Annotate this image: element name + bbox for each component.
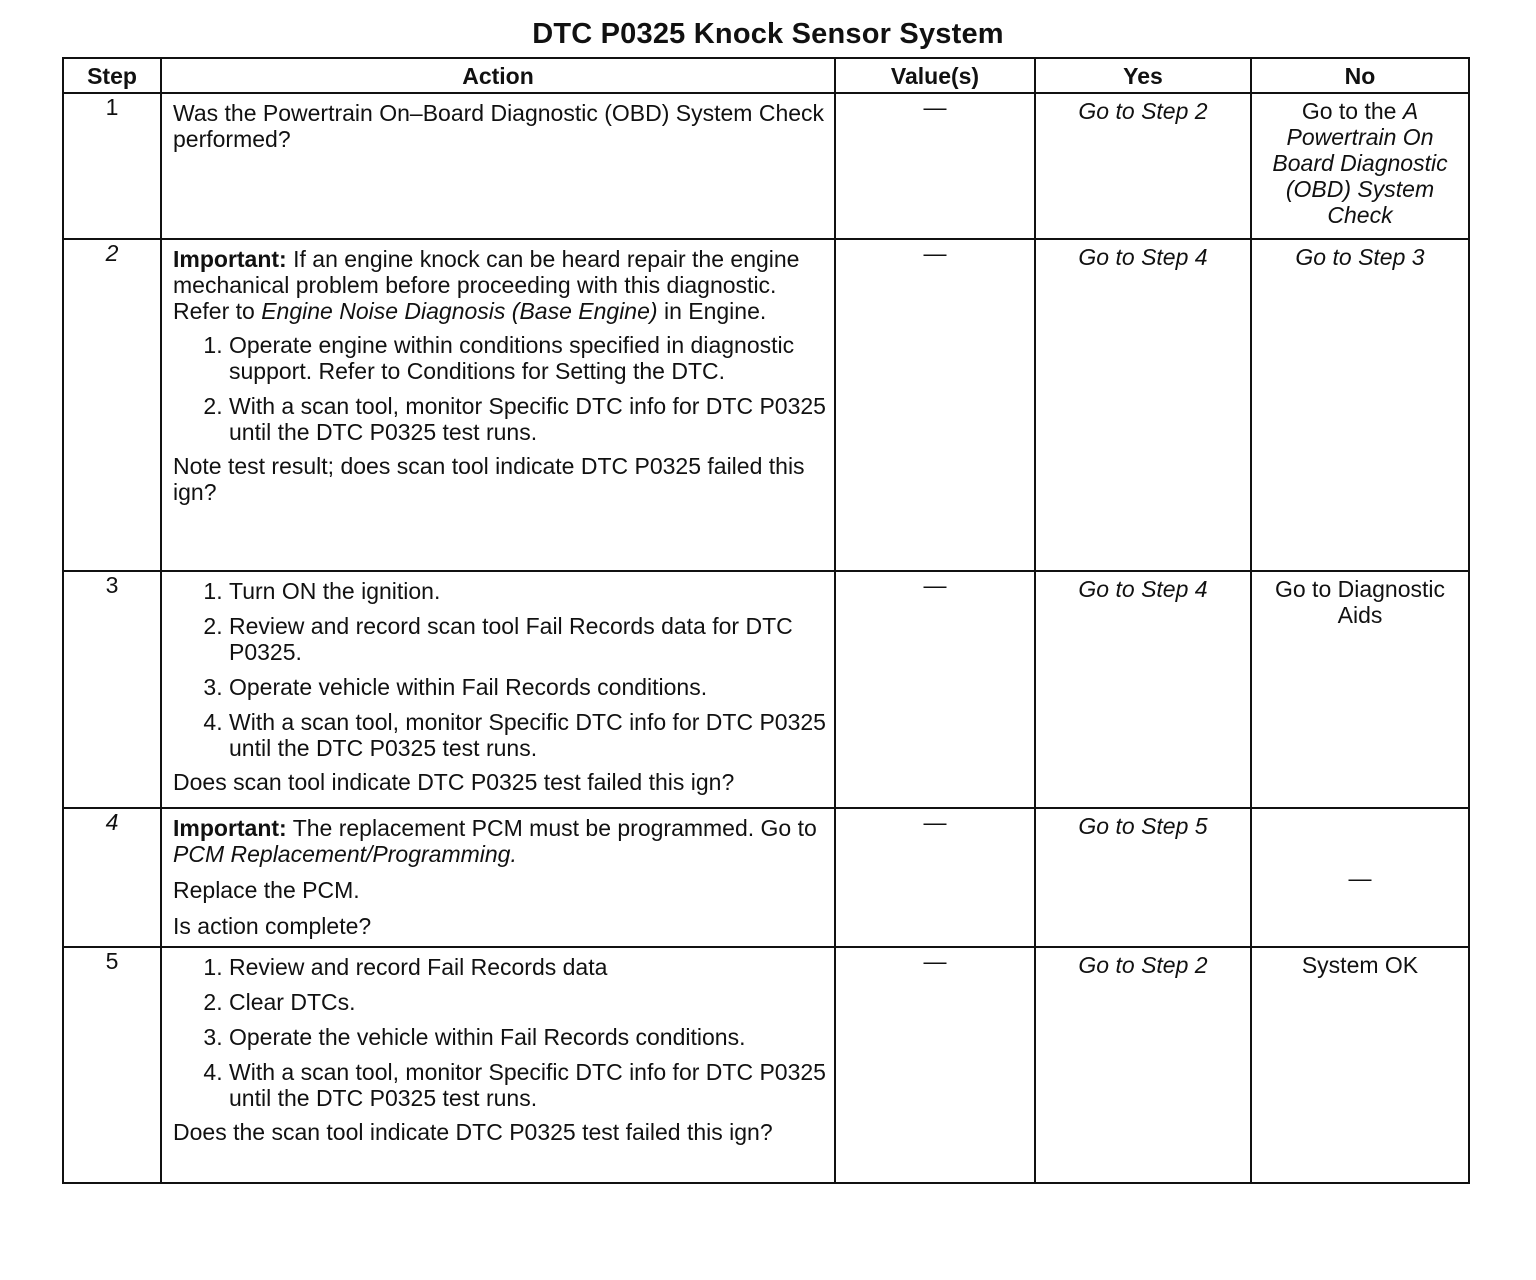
yes-result: Go to Step 5 <box>1035 808 1251 947</box>
action-cell <box>161 239 835 571</box>
action-steps <box>173 578 826 761</box>
column-header-yes: Yes <box>1035 58 1251 93</box>
important-label: Important: <box>173 815 287 841</box>
action-step: 3. Operate vehicle within Fail Records conditions. <box>229 674 826 700</box>
yes-result: Go to Step 2 <box>1035 947 1251 1183</box>
step-number: 1 <box>63 93 161 239</box>
action-cell <box>161 808 835 947</box>
action-question: Note test result; does scan tool indicate DTC P0325 failed this ign? <box>173 453 805 505</box>
important-label: Important: <box>173 246 287 272</box>
value-cell: — <box>835 947 1035 1183</box>
action-steps <box>173 954 826 1111</box>
yes-result: Go to Step 4 <box>1035 239 1251 571</box>
action-step: 1. Review and record Fail Records data <box>229 954 826 980</box>
action-instruction: Replace the PCM. <box>173 877 360 903</box>
action-step: 1. Operate engine within conditions specified in diagnostic support. Refer to Conditions for Setting the DTC. <box>229 332 826 384</box>
column-header-step: Step <box>63 58 161 93</box>
important-reference: PCM Replacement/Programming. <box>173 841 517 867</box>
no-result-reference: A Powertrain On Board Diagnostic (OBD) System Check <box>1272 98 1448 228</box>
yes-result: Go to Step 2 <box>1035 93 1251 239</box>
value-cell: — <box>835 571 1035 808</box>
no-result: Go to Step 3 <box>1251 239 1469 571</box>
value-cell: — <box>835 93 1035 239</box>
action-question: Was the Powertrain On–Board Diagnostic (OBD) System Check performed? <box>173 100 825 152</box>
table-row <box>63 808 1469 947</box>
action-step: 2. Clear DTCs. <box>229 989 826 1015</box>
step-number: 4 <box>63 808 161 947</box>
action-step: 2. With a scan tool, monitor Specific DTC info for DTC P0325 until the DTC P0325 test runs. <box>229 393 826 445</box>
action-step: 2. Review and record scan tool Fail Records data for DTC P0325. <box>229 613 826 665</box>
action-step: 4. With a scan tool, monitor Specific DTC info for DTC P0325 until the DTC P0325 test runs. <box>229 1059 826 1111</box>
action-step: 1. Turn ON the ignition. <box>229 578 826 604</box>
action-step: 3. Operate the vehicle within Fail Records conditions. <box>229 1024 826 1050</box>
yes-result: Go to Step 4 <box>1035 571 1251 808</box>
action-steps <box>173 332 826 445</box>
important-reference: Engine Noise Diagnosis (Base Engine) <box>261 298 658 324</box>
column-header-values: Value(s) <box>835 58 1035 93</box>
step-number: 5 <box>63 947 161 1183</box>
important-note <box>173 246 826 324</box>
diagnostic-table <box>62 57 1470 1184</box>
action-question: Does scan tool indicate DTC P0325 test failed this ign? <box>173 769 735 795</box>
step-number: 3 <box>63 571 161 808</box>
no-result: — <box>1251 808 1469 947</box>
action-question: Does the scan tool indicate DTC P0325 test failed this ign? <box>173 1119 773 1145</box>
action-cell <box>161 947 835 1183</box>
important-text: The replacement PCM must be programmed. Go to <box>286 815 817 841</box>
table-row <box>63 93 1469 239</box>
page-title: DTC P0325 Knock Sensor System <box>532 18 1004 50</box>
column-header-no: No <box>1251 58 1469 93</box>
column-header-action: Action <box>161 58 835 93</box>
important-tail: in Engine. <box>657 298 767 324</box>
important-note <box>173 815 826 867</box>
no-result: System OK <box>1251 947 1469 1183</box>
action-cell <box>161 93 835 239</box>
action-step: 4. With a scan tool, monitor Specific DTC info for DTC P0325 until the DTC P0325 test runs. <box>229 709 826 761</box>
value-cell: — <box>835 808 1035 947</box>
no-result <box>1251 93 1469 239</box>
table-row <box>63 239 1469 571</box>
no-result: Go to Diagnostic Aids <box>1251 571 1469 808</box>
no-result-prefix: Go to the <box>1301 98 1403 124</box>
action-cell <box>161 571 835 808</box>
important-text: If an engine knock can be heard repair the engine mechanical problem before proceeding with this diagnostic. Refer to <box>173 246 800 324</box>
table-row <box>63 947 1469 1183</box>
action-question: Is action complete? <box>173 913 372 939</box>
value-cell: — <box>835 239 1035 571</box>
table-header-row <box>63 58 1469 93</box>
table-row <box>63 571 1469 808</box>
step-number: 2 <box>63 239 161 571</box>
